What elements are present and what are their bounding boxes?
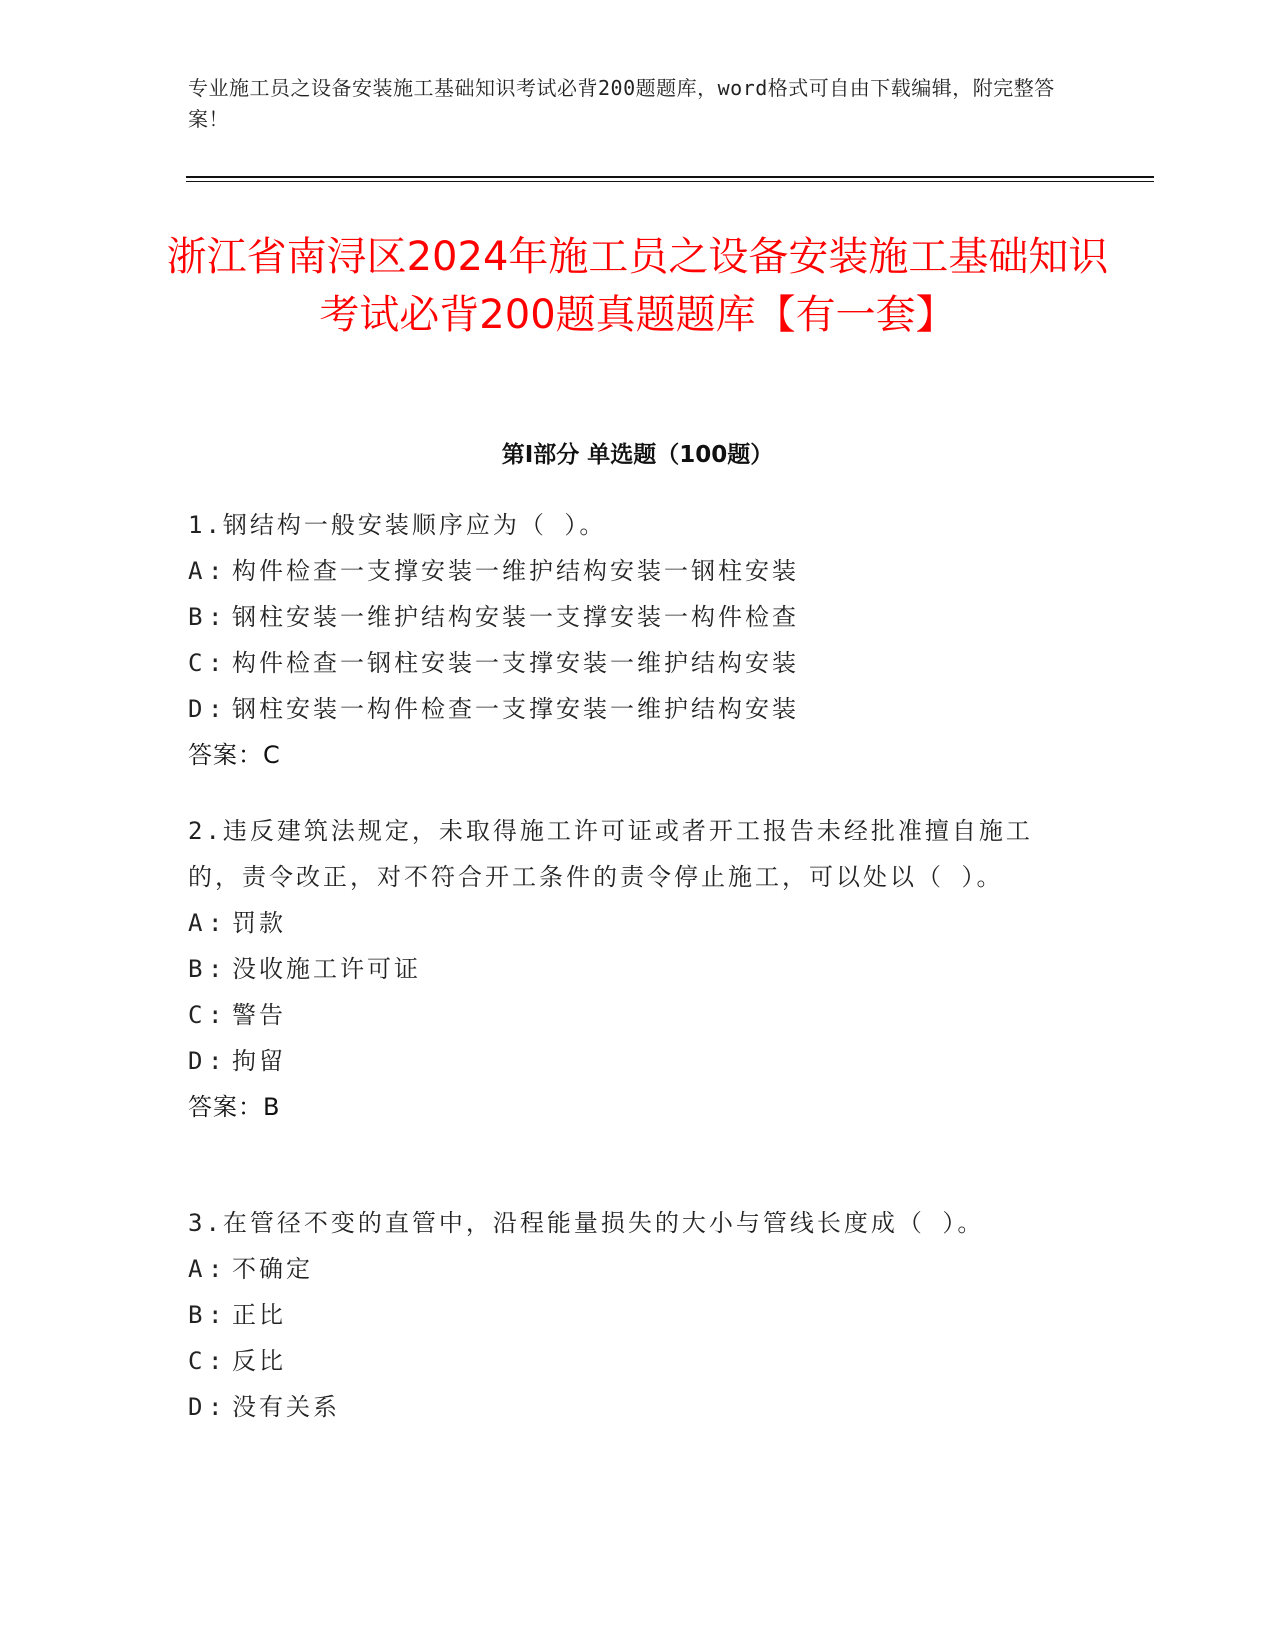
option-text: 拘留 — [232, 1047, 286, 1075]
option-letter: D — [188, 1393, 203, 1421]
answer-line: 答案：B — [188, 1093, 281, 1121]
question-stem: 1.钢结构一般安装顺序应为（ ）。 — [188, 511, 607, 539]
option-a: A : 构件检查一支撑安装一维护结构安装一钢柱安装 — [188, 548, 1068, 594]
option-b: B : 正比 — [188, 1292, 1068, 1338]
option-letter: A — [188, 557, 203, 585]
document-title: 浙江省南浔区2024年施工员之设备安装施工基础知识考试必背200题真题题库【有一套】 — [166, 234, 1109, 338]
answer-line: 答案：C — [188, 741, 281, 769]
option-c: C : 警告 — [188, 992, 1068, 1038]
option-c: C : 构件检查一钢柱安装一支撑安装一维护结构安装 — [188, 640, 1068, 686]
option-text: 罚款 — [232, 909, 286, 937]
option-text: 不确定 — [232, 1255, 313, 1283]
option-letter: D — [188, 1047, 203, 1075]
option-letter: B — [188, 955, 203, 983]
option-text: 正比 — [232, 1301, 286, 1329]
option-text: 钢柱安装一构件检查一支撑安装一维护结构安装 — [232, 695, 799, 723]
question-stem: 3.在管径不变的直管中，沿程能量损失的大小与管线长度成（ ）。 — [188, 1209, 985, 1237]
option-d: D : 没有关系 — [188, 1384, 1068, 1430]
question-1 — [188, 502, 1068, 778]
option-d: D : 拘留 — [188, 1038, 1068, 1084]
option-text: 反比 — [232, 1347, 286, 1375]
option-a: A : 罚款 — [188, 900, 1068, 946]
option-text: 钢柱安装一维护结构安装一支撑安装一构件检查 — [232, 603, 799, 631]
option-text: 没有关系 — [232, 1393, 340, 1421]
question-3 — [188, 1200, 1068, 1430]
option-d: D : 钢柱安装一构件检查一支撑安装一维护结构安装 — [188, 686, 1068, 732]
option-letter: B — [188, 1301, 203, 1329]
option-text: 构件检查一钢柱安装一支撑安装一维护结构安装 — [232, 649, 799, 677]
option-c: C : 反比 — [188, 1338, 1068, 1384]
option-text: 警告 — [232, 1001, 286, 1029]
option-letter: A — [188, 909, 203, 937]
header-rule-thin — [186, 181, 1154, 182]
option-letter: D — [188, 695, 203, 723]
option-b: B : 没收施工许可证 — [188, 946, 1068, 992]
option-letter: B — [188, 603, 203, 631]
question-2 — [188, 808, 1068, 1130]
header-note: 专业施工员之设备安装施工基础知识考试必背200题题库，word格式可自由下载编辑，附完整答案！ — [188, 76, 1055, 131]
option-text: 构件检查一支撑安装一维护结构安装一钢柱安装 — [232, 557, 799, 585]
option-letter: A — [188, 1255, 203, 1283]
option-a: A : 不确定 — [188, 1246, 1068, 1292]
header-rule-thick — [186, 176, 1154, 178]
option-letter: C — [188, 1001, 203, 1029]
option-b: B : 钢柱安装一维护结构安装一支撑安装一构件检查 — [188, 594, 1068, 640]
option-letter: C — [188, 1347, 203, 1375]
section-title: 第I部分 单选题（100题） — [501, 442, 774, 468]
question-stem: 2.违反建筑法规定，未取得施工许可证或者开工报告未经批准擅自施工的，责令改正，对不符合开工条件的责令停止施工，可以处以（ ）。 — [188, 817, 1033, 891]
option-letter: C — [188, 649, 203, 677]
option-text: 没收施工许可证 — [232, 955, 421, 983]
